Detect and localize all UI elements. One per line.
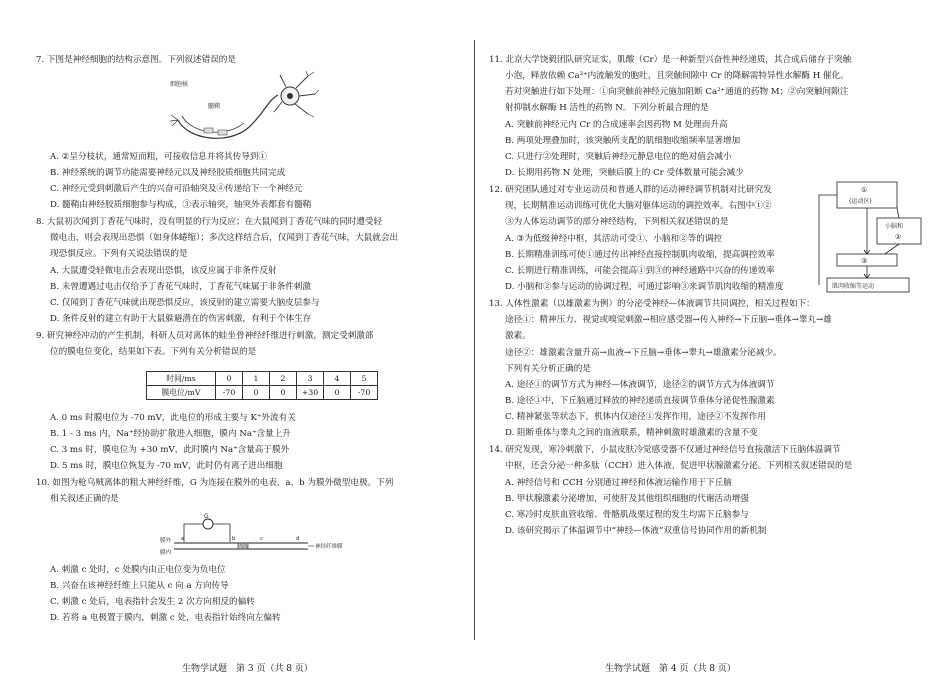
q8-option: C. 仅闻到丁香花气味就出现恐惧反应，该反射的建立需要大脑皮层参与 xyxy=(50,298,320,308)
q11-option: C. 只进行②处理时，突触后神经元静息电位的绝对值会减小 xyxy=(505,152,732,162)
myelin-label: 髓鞘 xyxy=(208,103,221,110)
table-cell: 0 xyxy=(270,386,297,400)
table-cell: 0 xyxy=(324,386,351,400)
q10-option: B. 兴奋在该神经纤维上只能从 c 向 a 方向传导 xyxy=(50,581,229,591)
q12-option: B. 长期精准训练可使①通过传出神经直接控制肌肉收缩，提高调控效率 xyxy=(505,250,775,260)
q13-option: A. 途径①的调节方式为神经—体液调节，途径②的调节方式为体液调节 xyxy=(505,380,775,390)
node-2-label: ② xyxy=(895,233,902,241)
q8-option: A. 大鼠遭受轻微电击会表现出恐惧，该反应属于非条件反射 xyxy=(50,266,277,276)
motor-area-label: (运动区) xyxy=(849,198,872,205)
q10-stem: 10. 如图为枪乌贼离体的粗大神经纤维，G 为连接在膜外的电表，a、b 为膜外微型电极。下列 xyxy=(36,478,394,488)
node-1-label: ① xyxy=(861,186,868,194)
q8-option: D. 条件反射的建立有助于大鼠躲避潜在的伤害刺激，有利于个体生存 xyxy=(50,314,312,324)
cell-body-label: 细胞核 xyxy=(170,81,189,88)
q9-stem: 位的膜电位变化，结果如下表。下列有关分析错误的是 xyxy=(50,347,257,357)
inner-membrane-label: 膜内 xyxy=(160,550,172,556)
page-footer: 生物学试题 第 4 页（共 8 页） xyxy=(605,664,736,674)
q14-option: A. 神经信号和 CCH 分别通过神经和体液运输作用于下丘脑 xyxy=(505,478,732,488)
table-header: 时间/ms xyxy=(147,372,216,386)
q12-option: A. ③为低级神经中枢，其活动可受①、小脑和②等的调控 xyxy=(505,234,723,244)
table-cell: 5 xyxy=(351,372,378,386)
q7-option: B. 神经系统的调节功能需要神经元以及神经胶质细胞共同完成 xyxy=(50,168,286,178)
q9-option: C. 3 ms 时，膜电位为 +30 mV，此时膜内 Na⁺含量高于膜外 xyxy=(50,445,290,455)
table-cell: -70 xyxy=(216,386,243,400)
cerebellum-label: 小脑和 xyxy=(885,223,904,230)
q12-stem: 现，长期精准运动训练可优化大脑对躯体运动的调控效率。右图中①② xyxy=(505,201,772,211)
right-page xyxy=(475,0,950,688)
table-row xyxy=(147,372,378,386)
table-row xyxy=(147,386,378,400)
nerve-fiber-figure xyxy=(160,513,360,557)
q7-option: A. ②呈分枝状，通常短而粗，可接收信息并将其传导到① xyxy=(50,152,268,162)
table-header: 膜电位/mV xyxy=(147,386,216,400)
q8-stem: 现恐惧反应。下列有关说法错误的是 xyxy=(50,249,188,259)
q12-option: C. 长期进行精准训练，可能会提高①到③的神经通路中兴奋的传递效率 xyxy=(505,266,775,276)
q14-stem: 中枢，还会分泌一种多肽（CCH）进入体液，促进甲状腺激素分泌。下列相关叙述错误的是 xyxy=(505,461,853,471)
table-cell: 4 xyxy=(324,372,351,386)
q13-stem: 激素。 xyxy=(505,331,531,341)
q8-stem: 微电击，则会表现出恐惧（如身体蜷缩）；多次这样结合后，仅闻到丁香花气味，大鼠就会出 xyxy=(50,233,399,243)
electrode-a-label: a xyxy=(181,536,185,542)
q13-stem: 13. 人体性激素（以雄激素为例）的分泌受神经—体液调节共同调控，相关过程如下： xyxy=(489,299,815,309)
q10-option: A. 刺激 c 处时，c 处膜内由正电位变为负电位 xyxy=(50,565,226,575)
q13-option: C. 精神紧张等状态下，机体内仅途径①发挥作用，途径②不发挥作用 xyxy=(505,412,766,422)
neuron-figure xyxy=(168,70,320,148)
q14-stem: 14. 研究发现，寒冷刺激下，小鼠皮肤冷觉感受器不仅通过神经信号直接激活下丘脑体温调节 xyxy=(489,445,841,455)
q11-stem: 11. 北京大学饶毅团队研究证实，肌酸（Cr）是一种新型兴奋性神经递质，其合成后储存于突触 xyxy=(489,55,852,65)
q7-stem: 7. 下图是神经细胞的结构示意图。下列叙述错误的是 xyxy=(36,55,236,65)
q13-option: B. 途径①中，下丘脑通过释放的神经递质直接调节垂体分泌促性腺激素 xyxy=(505,396,775,406)
q14-option: B. 甲状腺激素分泌增加，可使肝及其他组织细胞的代谢活动增强 xyxy=(505,494,749,504)
point-c-label: c xyxy=(260,536,264,542)
q11-option: A. 突触前神经元内 Cr 的合成速率会因药物 M 处理而升高 xyxy=(505,120,728,130)
page-footer: 生物学试题 第 3 页（共 8 页） xyxy=(182,664,313,674)
q12-option: D. 小脑和②参与运动的协调过程，可通过影响③来调节肌肉收缩的精准度 xyxy=(505,282,784,292)
node-3-label: ③ xyxy=(861,257,868,265)
point-d-label: d xyxy=(296,536,300,542)
q14-option: C. 寒冷时皮肤血管收缩、骨骼肌战栗过程的发生均需下丘脑参与 xyxy=(505,510,749,520)
table-cell: 0 xyxy=(216,372,243,386)
table-cell: 0 xyxy=(243,386,270,400)
q13-stem: 途径①：精神压力、视觉或嗅觉刺激→相应感受器→传入神经→下丘脑→垂体→睾丸→雄 xyxy=(505,315,832,325)
q11-option: B. 两项处理叠加时，该突触所支配的肌细胞收缩频率显著增加 xyxy=(505,136,741,146)
q13-stem: 途径②：雄激素含量升高→血液→下丘脑→垂体→睾丸→雄激素分泌减少。 xyxy=(505,348,782,358)
electrode-b-label: b xyxy=(232,536,236,542)
q12-stem: 12. 研究团队通过对专业运动员和普通人群的运动神经调节机制对比研究发 xyxy=(489,185,772,195)
q10-option: C. 刺激 c 处后，电表指针会发生 2 次方向相反的偏转 xyxy=(50,597,255,607)
q10-stem: 相关叙述正确的是 xyxy=(50,494,119,504)
motor-regulation-figure xyxy=(805,180,935,296)
q11-option: D. 长期用药物 N 处理，突触后膜上的 Cr 受体数量可能会减少 xyxy=(505,168,744,178)
q13-option: D. 阻断垂体与睾丸之间的血液联系，精神刺激时雄激素的含量不变 xyxy=(505,428,758,438)
table-cell: -70 xyxy=(351,386,378,400)
table-cell: 2 xyxy=(270,372,297,386)
muscle-result-label: 肌肉收缩等运动 xyxy=(832,283,875,290)
q9-stem: 9. 研究神经冲动的产生机制，科研人员对离体的蛙坐骨神经纤维进行刺激，测定受刺激部 xyxy=(36,331,374,341)
q13-stem: 下列有关分析正确的是 xyxy=(505,364,591,374)
table-cell: +30 xyxy=(297,386,324,400)
q14-option: D. 该研究揭示了体温调节中“神经—体液”双重信号协同作用的新机制 xyxy=(505,526,767,536)
q9-option: A. 0 ms 时膜电位为 -70 mV，此电位的形成主要与 K⁺外流有关 xyxy=(50,413,296,423)
q8-stem: 8. 大鼠初次闻到丁香花气味时，没有明显的行为反应；在大鼠闻到丁香花气味的同时遭受轻 xyxy=(36,217,383,227)
outer-membrane-label: 膜外 xyxy=(160,538,172,544)
meter-label: G xyxy=(204,513,209,520)
table-cell: 1 xyxy=(243,372,270,386)
q9-option: D. 5 ms 时，膜电位恢复为 -70 mV，此时仍有离子进出细胞 xyxy=(50,461,283,471)
q8-option: B. 未曾遭遇过电击仅给予丁香花气味时，丁香花气味属于非条件刺激 xyxy=(50,282,311,292)
q9-option: B. 1 - 3 ms 内，Na⁺经协助扩散进入细胞，膜内 Na⁺含量上升 xyxy=(50,429,291,439)
q12-stem: ③为人体运动调节的部分神经结构，下列相关叙述错误的是 xyxy=(505,217,729,227)
potential-table xyxy=(146,371,378,400)
q11-stem: 小泡，释放依赖 Ca²⁺内流触发的胞吐，且突触间隙中 Cr 的降解需特异性水解酶 H 催化。 xyxy=(505,71,849,81)
fiber-membrane-label: 神经纤维膜 xyxy=(315,544,343,550)
q11-stem: 若对突触进行如下处理：①向突触前神经元施加阻断 Ca²⁺通道的药物 M；②向突触间隙注 xyxy=(505,87,849,97)
q11-stem: 射抑制水解酶 H 活性的药物 N。下列分析最合理的是 xyxy=(505,103,709,113)
q7-option: D. 髓鞘由神经胶质细胞参与构成，③表示轴突，轴突外表都套有髓鞘 xyxy=(50,200,312,210)
q10-option: D. 若将 a 电极置于膜内，刺激 c 处，电表指针始终向左偏转 xyxy=(50,613,281,623)
table-cell: 3 xyxy=(297,372,324,386)
q7-option: C. 神经元受到刺激后产生的兴奋可沿轴突及④传递给下一个神经元 xyxy=(50,184,303,194)
